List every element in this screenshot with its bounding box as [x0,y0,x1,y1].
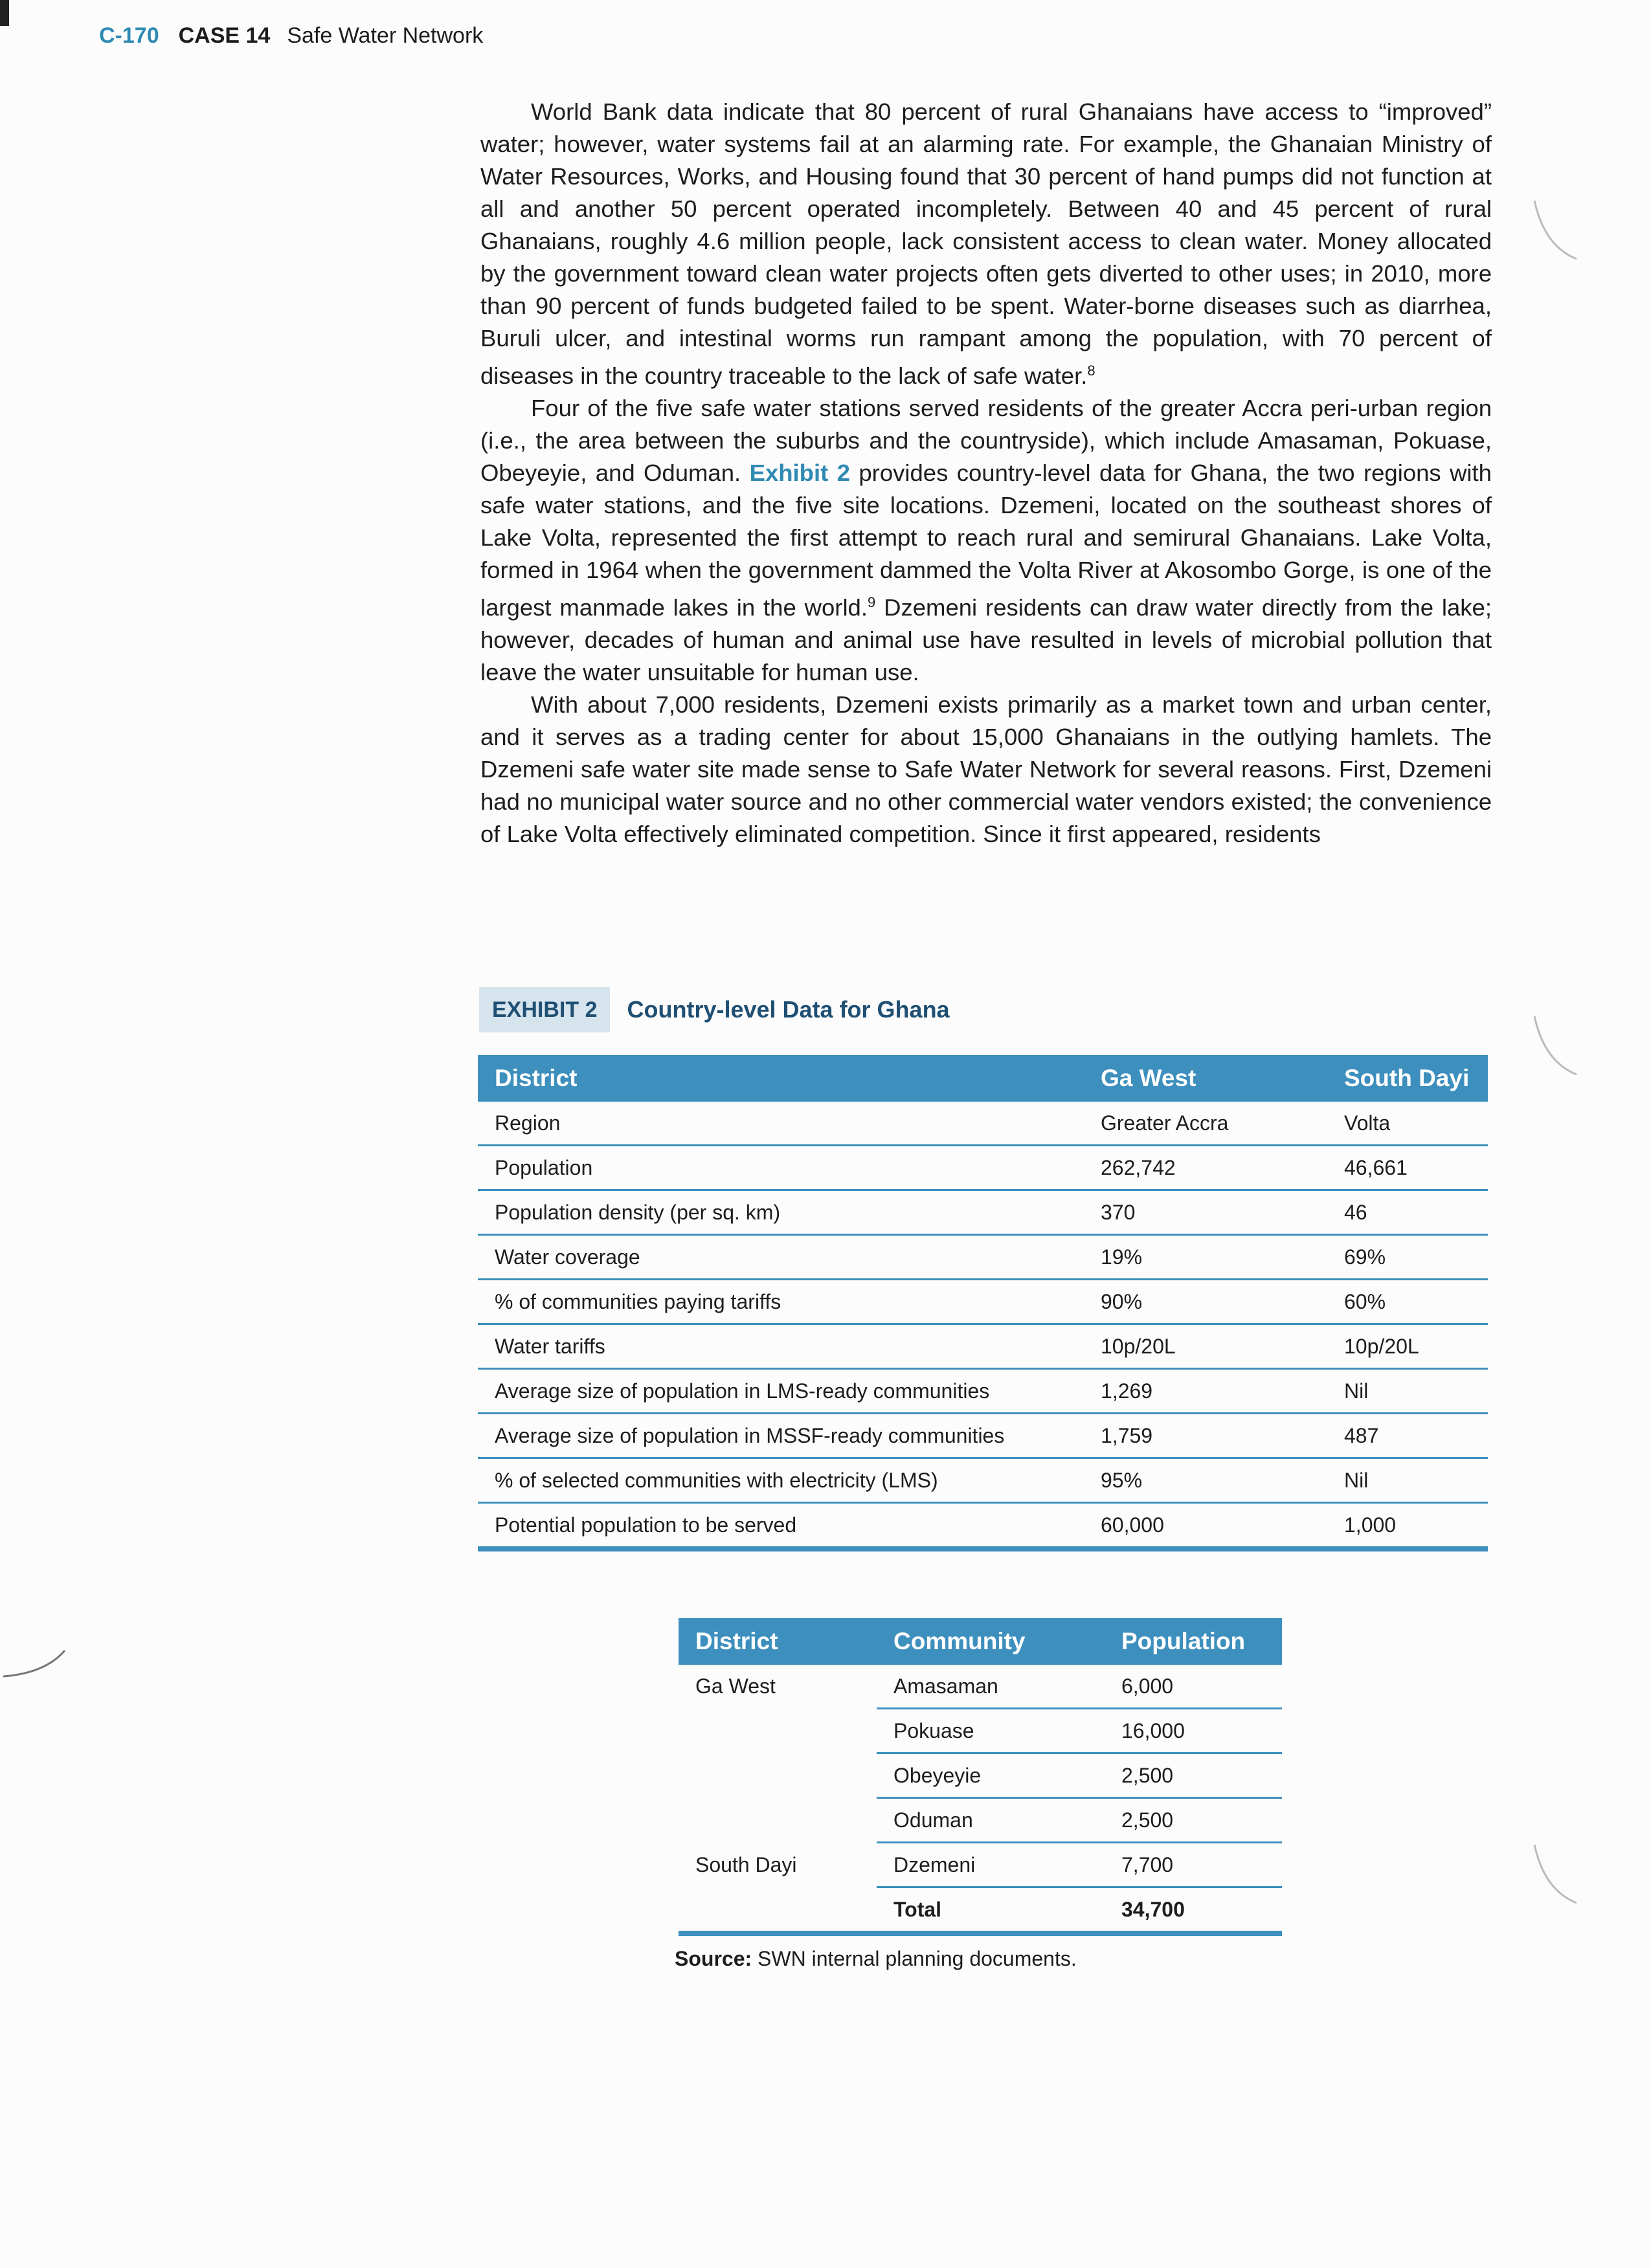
case-title: Safe Water Network [287,23,484,48]
row-label: Region [478,1102,1084,1146]
page-edge-mark [0,0,9,26]
population-cell: 16,000 [1105,1709,1282,1753]
column-header-south-dayi: South Dayi [1327,1055,1488,1102]
south-dayi-value: 487 [1327,1414,1488,1458]
community-population-table [679,1618,1282,1936]
ga-west-value: Greater Accra [1084,1102,1327,1146]
population-cell: 7,700 [1105,1843,1282,1887]
south-dayi-value: 46,661 [1327,1146,1488,1190]
total-row [679,1887,1282,1934]
paragraph-2: Four of the five safe water stations served residents of the greater Accra peri-urban region (i.e., the area between the suburbs and the countryside), which include Amasaman, Pokuase, Obeyeyie, and Oduman. Exhibit 2 provides country-level data for Ghana, the two regions with safe water stations, and the five site locations. Dzemeni, located on the southeast shores of Lake Volta, represented the first attempt to reach rural and semirural Ghanaians. Lake Volta, formed in 1964 when the government dammed the Volta River at Akosombo Gorge, is one of the largest manmade lakes in the world.$^9$ Dzemeni residents can draw water directly from the lake; however, decades of human and animal use have resulted in levels of microbial pollution that leave the water unsuitable for human use. [480,395,1492,686]
ga-west-value: 95% [1084,1458,1327,1503]
table-row [478,1503,1488,1550]
community-cell: Obeyeyie [877,1753,1105,1798]
running-header [99,23,483,49]
row-label: Potential population to be served [478,1503,1084,1550]
table-header-row [478,1055,1488,1102]
row-label: % of communities paying tariffs [478,1280,1084,1324]
south-dayi-value: 10p/20L [1327,1324,1488,1369]
exhibit-tag: EXHIBIT 2 [479,987,610,1032]
hole-punch-mark-bottom [1528,1838,1580,1909]
district-cell: Ga West [695,1674,776,1698]
south-dayi-value: 60% [1327,1280,1488,1324]
hole-punch-mark-left [0,1644,71,1683]
total-value: 34,700 [1105,1887,1282,1934]
source-label: Source: [675,1947,752,1970]
district-cell [679,1887,877,1934]
column-header-district: District [679,1618,877,1665]
south-dayi-value: 46 [1327,1190,1488,1235]
total-label: Total [877,1887,1105,1934]
country-data-table [478,1055,1488,1551]
table-row [679,1709,1282,1753]
table-row [478,1414,1488,1458]
population-cell: 2,500 [1105,1798,1282,1843]
table-row [679,1665,1282,1709]
table-row [478,1235,1488,1280]
community-cell: Oduman [877,1798,1105,1843]
column-header-population: Population [1105,1618,1282,1665]
paragraph-3: With about 7,000 residents, Dzemeni exists primarily as a market town and urban center, and it serves as a trading center for about 15,000 Ghanaians in the outlying hamlets. The Dzemeni safe water site made sense to Safe Water Network for several reasons. First, Dzemeni had no municipal water source and no other commercial water vendors existed; the convenience of Lake Volta effectively eliminated competition. Since it first appeared, residents [480,691,1492,848]
table-row [679,1843,1282,1887]
south-dayi-value: 69% [1327,1235,1488,1280]
community-cell: Dzemeni [877,1843,1105,1887]
south-dayi-value: Nil [1327,1369,1488,1414]
table-row [478,1324,1488,1369]
ga-west-value: 10p/20L [1084,1324,1327,1369]
row-label: Average size of population in LMS-ready communities [478,1369,1084,1414]
population-cell: 6,000 [1105,1665,1282,1709]
table-row [478,1190,1488,1235]
body-text [480,96,1492,850]
column-header-community: Community [877,1618,1105,1665]
ga-west-value: 262,742 [1084,1146,1327,1190]
table-row [478,1102,1488,1146]
source-text: SWN internal planning documents. [758,1947,1077,1970]
table-row [478,1280,1488,1324]
community-cell: Pokuase [877,1709,1105,1753]
row-label: Water coverage [478,1235,1084,1280]
south-dayi-value: 1,000 [1327,1503,1488,1550]
row-label: % of selected communities with electricity (LMS) [478,1458,1084,1503]
table-header-row [679,1618,1282,1665]
table-row [478,1146,1488,1190]
row-label: Population density (per sq. km) [478,1190,1084,1235]
table-row [679,1798,1282,1843]
south-dayi-value: Nil [1327,1458,1488,1503]
exhibit-title: Country-level Data for Ghana [627,996,950,1023]
district-cell [679,1709,877,1753]
table-row [679,1753,1282,1798]
ga-west-value: 90% [1084,1280,1327,1324]
south-dayi-value: Volta [1327,1102,1488,1146]
row-label: Water tariffs [478,1324,1084,1369]
case-label: CASE 14 [178,23,271,48]
ga-west-value: 1,759 [1084,1414,1327,1458]
hole-punch-mark-middle [1528,1010,1580,1081]
row-label: Population [478,1146,1084,1190]
ga-west-value: 1,269 [1084,1369,1327,1414]
exhibit-2-link[interactable]: Exhibit 2 [749,460,850,487]
source-note [675,1947,1077,1971]
footnote-ref-9: 9 [868,594,876,611]
district-cell [679,1753,877,1798]
ga-west-value: 370 [1084,1190,1327,1235]
exhibit-label [479,987,950,1032]
population-cell: 2,500 [1105,1753,1282,1798]
footnote-ref-8: 8 [1087,362,1095,379]
hole-punch-mark-top [1528,194,1580,265]
table-row [478,1458,1488,1503]
district-cell [679,1798,877,1843]
ga-west-value: 19% [1084,1235,1327,1280]
ga-west-value: 60,000 [1084,1503,1327,1550]
table-row [478,1369,1488,1414]
column-header-district: District [478,1055,1084,1102]
district-cell: South Dayi [695,1852,797,1876]
community-cell: Amasaman [877,1665,1105,1709]
column-header-ga-west: Ga West [1084,1055,1327,1102]
paragraph-1: World Bank data indicate that 80 percent of rural Ghanaians have access to “improved” water; however, water systems fail at an alarming rate. For example, the Ghanaian Ministry of Water Resources, Works, and Housing found that 30 percent of hand pumps did not function at all and another 50 percent operated incompletely. Between 40 and 45 percent of rural Ghanaians, roughly 4.6 million people, lack consistent access to clean water. Money allocated by the government toward clean water projects often gets diverted to other uses; in 2010, more than 90 percent of funds budgeted failed to be spent. Water-borne diseases such as diarrhea, Buruli ulcer, and intestinal worms run rampant among the population, with 70 percent of diseases in the country traceable to the lack of safe water.$^8$ [480,98,1492,390]
row-label: Average size of population in MSSF-ready communities [478,1414,1084,1458]
page-number: C-170 [99,23,159,48]
